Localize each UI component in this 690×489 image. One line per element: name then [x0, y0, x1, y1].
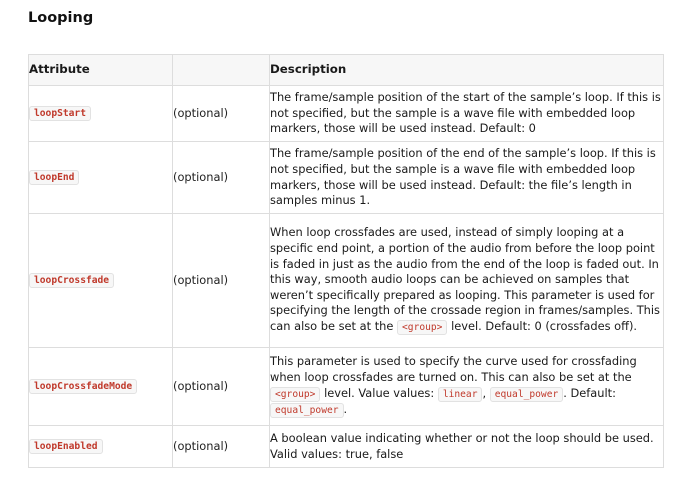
attribute-cell: [29, 426, 173, 468]
optional-cell: (optional): [173, 214, 270, 348]
optional-cell: (optional): [173, 86, 270, 142]
attribute-name: loopEnd: [29, 170, 79, 185]
header-optional: [173, 55, 270, 86]
section-title: Looping: [28, 10, 94, 26]
table-row: [29, 214, 664, 348]
attribute-cell: [29, 348, 173, 426]
description-text: . Default:: [563, 385, 616, 400]
description-text: .: [343, 402, 348, 417]
attribute-name: loopEnabled: [29, 439, 103, 454]
optional-cell: (optional): [173, 348, 270, 426]
inline-code: <group>: [270, 387, 320, 402]
attribute-cell: [29, 214, 173, 348]
description-cell: The frame/sample position of the end of the sample’s loop. If this is not specified, but the sample is a wave file with embedded loop markers, those will be used instead. Default: the file’s length in samples minus 1.: [270, 142, 664, 214]
table-row: [29, 142, 664, 214]
attribute-name: loopCrossfade: [29, 273, 114, 288]
table-row: [29, 86, 664, 142]
description-text: level. Value values:: [324, 385, 435, 400]
inline-code: <group>: [397, 320, 447, 335]
description-cell: [270, 348, 664, 426]
inline-code: linear: [438, 387, 483, 402]
table-header-row: [29, 55, 664, 86]
inline-code: equal_power: [490, 387, 564, 402]
table-row: [29, 426, 664, 468]
description-cell: [270, 214, 664, 348]
attribute-name: loopCrossfadeMode: [29, 379, 137, 394]
description-text: This parameter is used to specify the curve used for crossfading when loop crossfades are turned on. This can also be set at the: [270, 354, 637, 384]
optional-cell: (optional): [173, 426, 270, 468]
optional-cell: (optional): [173, 142, 270, 214]
description-text: When loop crossfades are used, instead of simply looping at a specific end point, a portion of the audio from before the loop point is faded in just as the audio from the end of the loop is faded out. In this way, smooth audio loops can be achieved on samples that weren’t specifically prepared as looping. This parameter is used for specifying the length of the crossade region in frames/samples. This can also be set at the: [270, 225, 660, 333]
attribute-table: [28, 54, 664, 468]
description-cell: A boolean value indicating whether or not the loop should be used. Valid values: true, false: [270, 426, 664, 468]
attribute-cell: [29, 142, 173, 214]
attribute-name: loopStart: [29, 106, 91, 121]
header-attribute: Attribute: [29, 55, 173, 86]
header-description: Description: [270, 55, 664, 86]
description-cell: The frame/sample position of the start of the sample’s loop. If this is not specified, but the sample is a wave file with embedded loop markers, those will be used instead. Default: 0: [270, 86, 664, 142]
description-text: level. Default: 0 (crossfades off).: [451, 318, 638, 333]
inline-code: equal_power: [270, 403, 344, 418]
table-row: [29, 348, 664, 426]
separator: ,: [482, 385, 487, 400]
attribute-cell: [29, 86, 173, 142]
